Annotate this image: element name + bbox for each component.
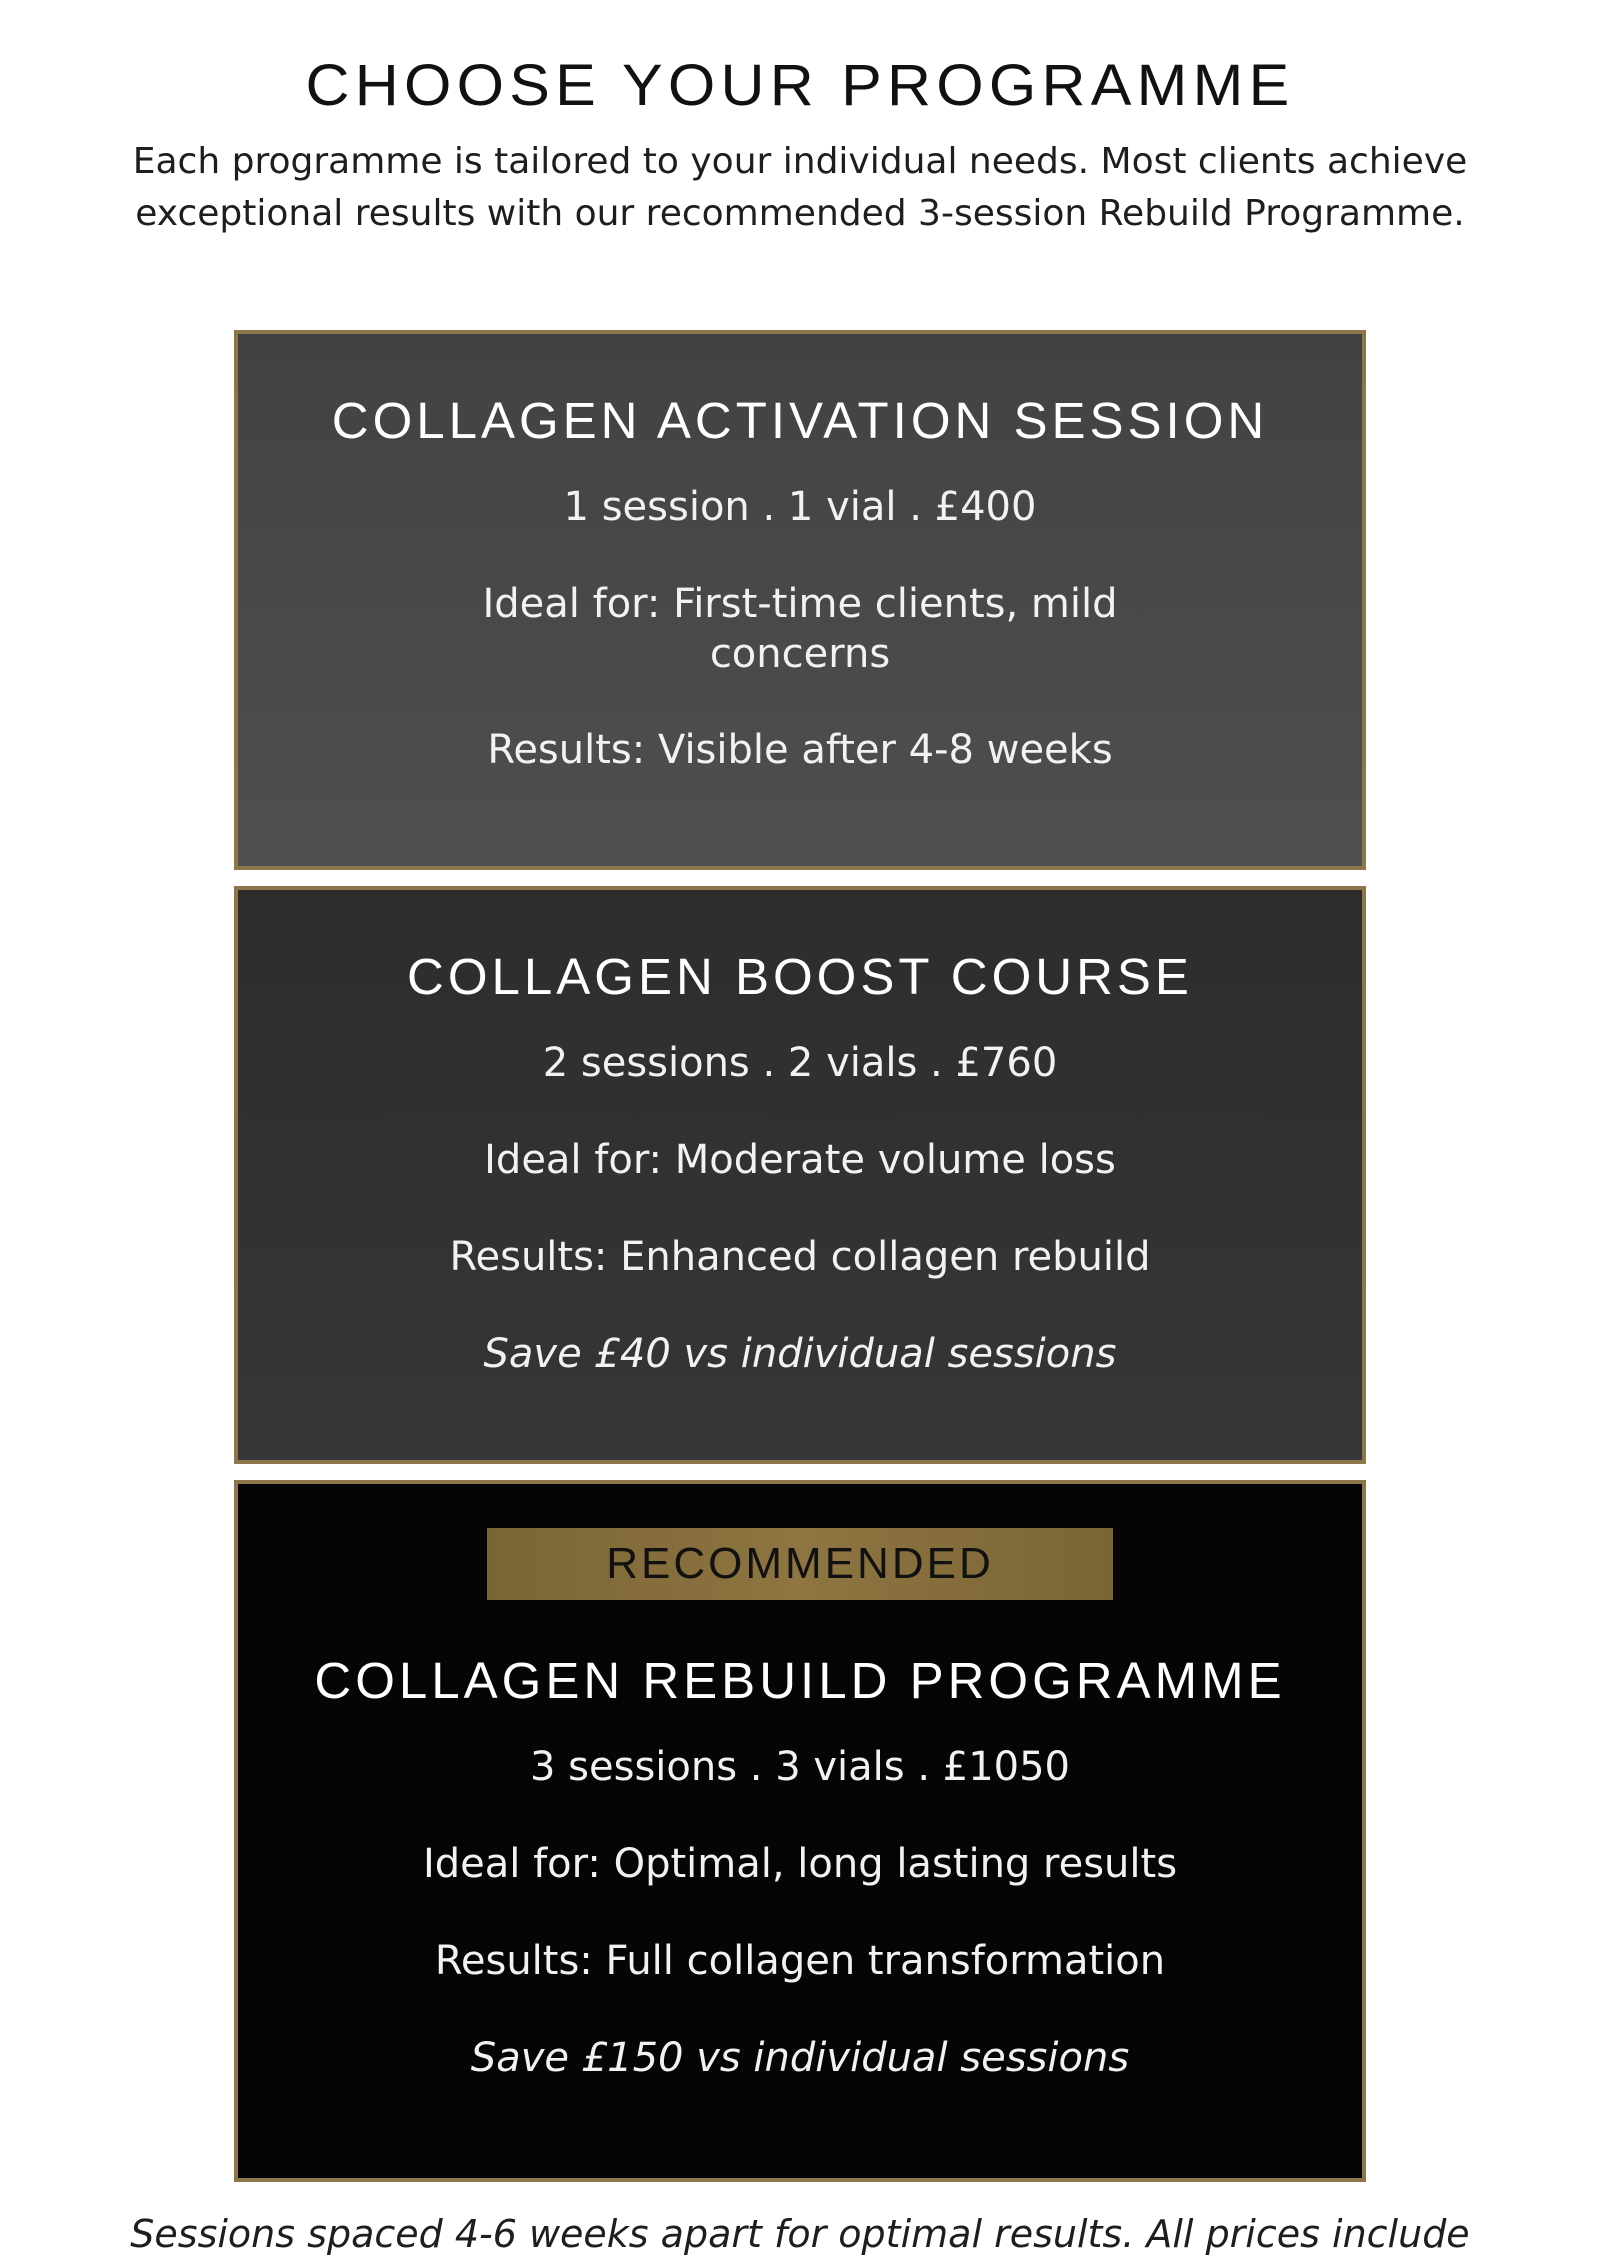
recommended-badge: RECOMMENDED bbox=[487, 1528, 1113, 1600]
card-ideal-for: Ideal for: Optimal, long lasting results bbox=[422, 1841, 1178, 1887]
card-savings: Save £150 vs individual sessions bbox=[470, 2035, 1130, 2081]
card-results: Results: Enhanced collagen rebuild bbox=[449, 1234, 1151, 1280]
programme-card-activation[interactable] bbox=[234, 330, 1366, 870]
programme-card-boost[interactable] bbox=[234, 886, 1366, 1464]
footer-note: Sessions spaced 4-6 weeks apart for optimal results. All prices include bbox=[130, 2212, 1470, 2256]
card-title: COLLAGEN REBUILD PROGRAMME bbox=[314, 1652, 1286, 1709]
badge-wrapper bbox=[238, 1528, 1362, 1600]
page-title: CHOOSE YOUR PROGRAMME bbox=[305, 53, 1295, 118]
card-results: Results: Full collagen transformation bbox=[434, 1938, 1166, 1984]
card-summary: 2 sessions . 2 vials . £760 bbox=[542, 1040, 1058, 1086]
card-savings: Save £40 vs individual sessions bbox=[483, 1331, 1117, 1377]
card-summary: 3 sessions . 3 vials . £1050 bbox=[529, 1744, 1071, 1790]
card-ideal-for: Ideal for: First-time clients, mild concerns bbox=[482, 581, 1118, 677]
card-title: COLLAGEN ACTIVATION SESSION bbox=[331, 392, 1269, 449]
intro-text: Each programme is tailored to your individual needs. Most clients achieve exceptional results with our recommended 3-session Rebuild Programme. bbox=[132, 141, 1468, 234]
card-results: Results: Visible after 4-8 weeks bbox=[487, 727, 1113, 773]
card-title: COLLAGEN BOOST COURSE bbox=[407, 948, 1193, 1005]
card-ideal-for: Ideal for: Moderate volume loss bbox=[484, 1137, 1116, 1183]
programme-card-rebuild[interactable] bbox=[234, 1480, 1366, 2182]
card-summary: 1 session . 1 vial . £400 bbox=[563, 484, 1037, 530]
